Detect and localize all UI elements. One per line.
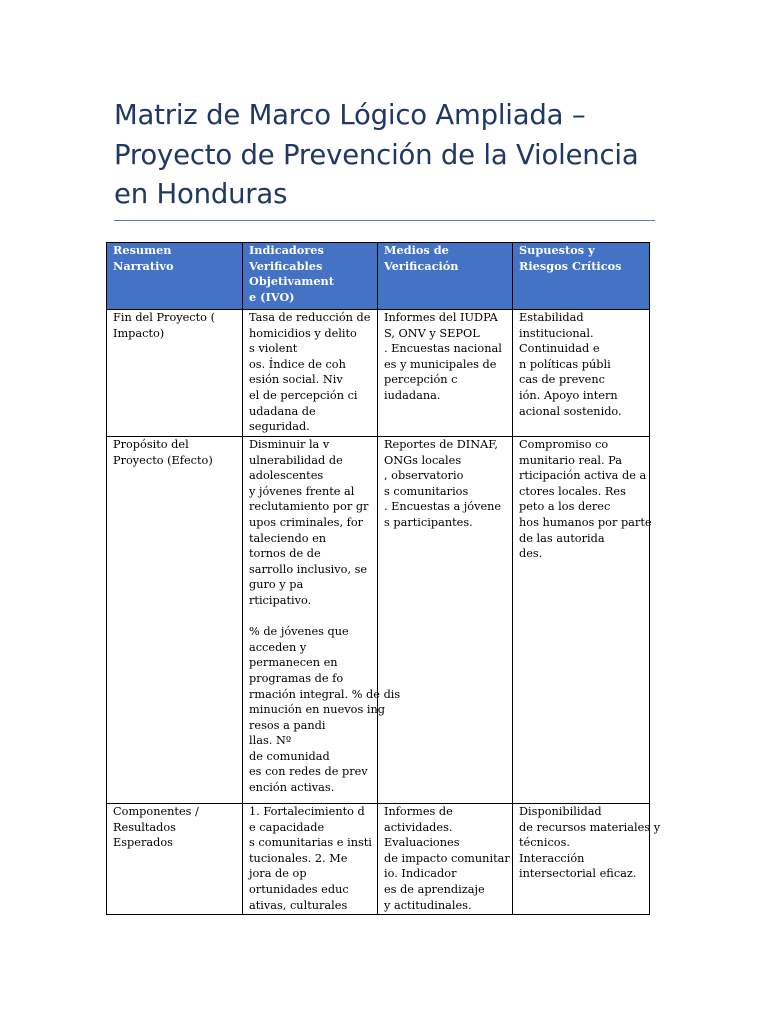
text-line: Disminuir la v <box>249 438 330 451</box>
text-line: hos humanos por parte <box>519 515 652 529</box>
table-row <box>107 437 650 804</box>
header-cell-supuestos <box>513 243 650 310</box>
text-line: munitario real. Pa <box>519 453 623 467</box>
text-line: es y municipales de <box>384 357 497 371</box>
text-line: llas. Nº <box>249 734 292 748</box>
header-cell-resumen <box>107 243 243 310</box>
text-line: cas de prevenc <box>519 373 605 387</box>
text-line: ención activas. <box>249 781 335 795</box>
cell-text <box>249 310 374 435</box>
text-line: Resumen <box>113 243 172 257</box>
table-header-row <box>107 243 650 310</box>
text-line: esión social. Niv <box>249 373 343 387</box>
text-line: Disponibilidad <box>519 805 602 818</box>
text-line: % de jóvenes que <box>249 625 349 639</box>
page-title: Matriz de Marco Lógico Ampliada – Proyecto de Prevención de la Violencia en Honduras <box>114 99 639 210</box>
cell-indicadores <box>243 437 401 804</box>
text-line: de recursos materiales y <box>519 820 661 834</box>
text-line: Continuidad e <box>519 342 600 356</box>
text-line: percepción c <box>384 373 458 387</box>
header-indicadores-text <box>249 243 374 305</box>
text-line: tucionales. 2. Me <box>249 851 348 865</box>
text-line: s comunitarias e insti <box>249 836 372 850</box>
cell-medios <box>378 310 513 437</box>
text-line: de comunidad <box>249 749 330 763</box>
table-row <box>107 310 650 437</box>
text-line: os. Índice de coh <box>249 357 346 371</box>
text-line: ulnerabilidad de <box>249 453 343 467</box>
text-line: de impacto comunitar <box>384 851 510 865</box>
text-line: Resultados <box>113 820 176 834</box>
cell-resumen <box>107 310 243 437</box>
cell-medios <box>378 437 513 804</box>
cell-text <box>384 310 509 404</box>
text-line: Informes de <box>384 805 453 818</box>
text-line: Indicadores <box>249 243 324 257</box>
text-line: institucional. <box>519 326 594 340</box>
text-line: . Encuestas nacional <box>384 342 502 356</box>
text-line: reclutamiento por gr <box>249 500 369 514</box>
text-line: es con redes de prev <box>249 765 368 779</box>
text-line: Compromiso co <box>519 438 609 451</box>
text-line: Evaluaciones <box>384 836 460 850</box>
text-line: ión. Apoyo intern <box>519 388 618 402</box>
logframe-table <box>106 242 661 915</box>
header-cell-indicadores <box>243 243 378 310</box>
text-line: ctores locales. Res <box>519 484 626 498</box>
cell-supuestos <box>513 437 650 804</box>
text-line: rmación integral. % de dis <box>249 687 401 701</box>
text-line: Impacto) <box>113 326 165 340</box>
title-divider <box>114 220 655 221</box>
text-line: peto a los derec <box>519 500 611 514</box>
text-line: io. Indicador <box>384 867 457 881</box>
text-line: iudadana. <box>384 388 441 402</box>
text-line: Narrativo <box>113 258 174 273</box>
text-line: S, ONV y SEPOL <box>384 326 480 340</box>
text-line: Medios de <box>384 243 449 257</box>
cell-text <box>249 437 374 609</box>
text-line: Interacción <box>519 851 585 865</box>
text-line: minución en nuevos ing <box>249 703 385 717</box>
text-line: rticipación activa de a <box>519 469 647 483</box>
cell-resumen <box>107 804 243 915</box>
text-line: n políticas públi <box>519 357 611 371</box>
text-line: resos a pandi <box>249 718 326 732</box>
cell-indicadores <box>243 310 378 437</box>
text-line: , observatorio <box>384 469 464 483</box>
text-line: el de percepción ci <box>249 388 358 402</box>
text-line: Objetivament <box>249 274 334 289</box>
text-line: sarrollo inclusivo, se <box>249 562 368 576</box>
cell-resumen <box>107 437 243 804</box>
text-line: permanecen en <box>249 656 338 670</box>
text-line: udadana de <box>249 404 316 418</box>
cell-text <box>113 437 239 468</box>
text-line: acional sostenido. <box>519 404 622 418</box>
text-line: Componentes / <box>113 805 199 818</box>
cell-text <box>519 310 646 419</box>
text-line: . Encuestas a jóvene <box>384 500 502 514</box>
text-line: adolescentes <box>249 469 324 483</box>
text-line: e (IVO) <box>249 289 295 304</box>
text-line: Riesgos Críticos <box>519 258 622 273</box>
text-line: programas de fo <box>249 671 344 685</box>
cell-text <box>249 624 401 796</box>
text-line: taleciendo en <box>249 531 327 545</box>
cell-text <box>113 310 239 341</box>
text-line: seguridad. <box>249 420 310 434</box>
header-cell-medios <box>378 243 513 310</box>
text-line: s violent <box>249 342 298 356</box>
text-line: es de aprendizaje <box>384 882 485 896</box>
text-line: Estabilidad <box>519 311 584 324</box>
text-line: ONGs locales <box>384 453 462 467</box>
text-line: técnicos. <box>519 836 570 850</box>
text-line: Propósito del <box>113 438 189 451</box>
text-line: Informes del IUDPA <box>384 311 498 324</box>
text-line: des. <box>519 547 543 561</box>
text-line: acceden y <box>249 640 307 654</box>
text-line: ortunidades educ <box>249 882 349 896</box>
text-line: actividades. <box>384 820 453 834</box>
text-line: Supuestos y <box>519 243 595 257</box>
header-medios-text <box>384 243 509 274</box>
text-line: upos criminales, for <box>249 515 364 529</box>
text-line: guro y pa <box>249 578 304 592</box>
text-line: jora de op <box>249 867 307 881</box>
cell-text <box>384 804 509 913</box>
text-line: Proyecto (Efecto) <box>113 453 213 467</box>
text-line: intersectorial eficaz. <box>519 867 637 881</box>
table-row <box>107 804 650 915</box>
text-line: Verificación <box>384 258 459 273</box>
cell-text <box>519 437 652 562</box>
cell-text <box>113 804 239 851</box>
text-line: e capacidade <box>249 820 325 834</box>
cell-supuestos <box>513 804 661 915</box>
text-line: tornos de de <box>249 547 321 561</box>
text-line: rticipativo. <box>249 593 312 607</box>
text-line: Esperados <box>113 836 173 850</box>
text-line: homicidios y delito <box>249 326 357 340</box>
text-line: Verificables <box>249 258 323 273</box>
text-line: Tasa de reducción de <box>249 311 371 324</box>
text-line: 1. Fortalecimiento d <box>249 805 365 818</box>
text-line: y jóvenes frente al <box>249 484 355 498</box>
cell-supuestos <box>513 310 650 437</box>
text-line: s comunitarios <box>384 484 469 498</box>
text-line: de las autorida <box>519 531 605 545</box>
text-line: y actitudinales. <box>384 898 472 912</box>
cell-text <box>519 804 661 882</box>
cell-medios <box>378 804 513 915</box>
text-line: Reportes de DINAF, <box>384 438 498 451</box>
text-line: ativas, culturales <box>249 898 348 912</box>
text-line: s participantes. <box>384 515 473 529</box>
paragraph-gap <box>249 609 374 625</box>
header-resumen-text <box>113 243 239 274</box>
cell-text <box>384 437 509 531</box>
cell-text <box>249 804 374 913</box>
cell-indicadores <box>243 804 378 915</box>
text-line: Fin del Proyecto ( <box>113 311 215 324</box>
header-supuestos-text <box>519 243 646 274</box>
